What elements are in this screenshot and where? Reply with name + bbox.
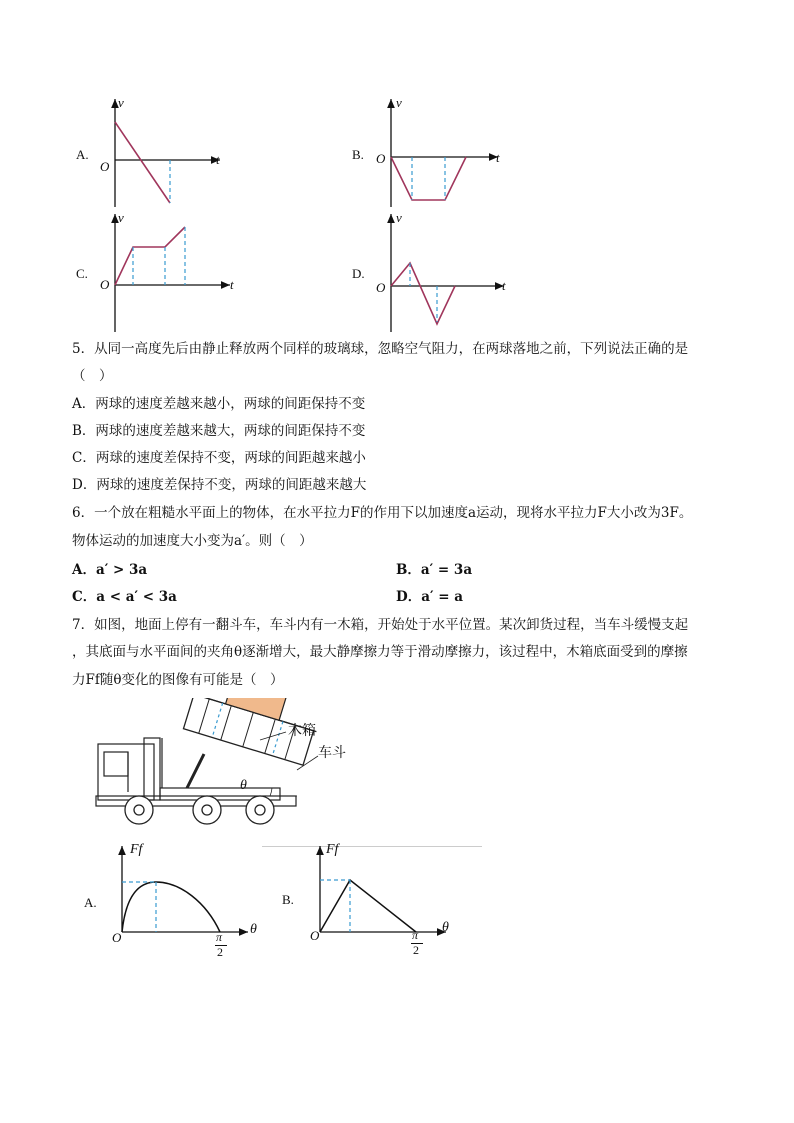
label-wooden-box: 木箱: [288, 723, 316, 739]
q5-stem: 5．从同一高度先后由静止释放两个同样的玻璃球，忽略空气阻力，在两球落地之前，下列说法正确的是: [72, 341, 689, 357]
q4-graph-b: [348, 95, 518, 215]
label-theta: θ: [240, 778, 247, 793]
q6-option-b: B．a′ = 3a: [396, 562, 473, 578]
origin-label: O: [112, 930, 122, 945]
vt-graph-d: [348, 210, 518, 335]
axis-t-label: t: [230, 277, 234, 292]
axis-v-label: v: [396, 95, 402, 110]
vt-graph-a: [70, 95, 240, 215]
axis-t-label: t: [502, 278, 506, 293]
origin-label: O: [100, 159, 110, 174]
axis-theta-label: θ: [442, 920, 449, 935]
origin-label: O: [100, 277, 110, 292]
q4-graph-c: [70, 210, 245, 335]
pi-denominator: 2: [217, 945, 223, 959]
option-label-b: B.: [282, 892, 294, 907]
option-label-a: A.: [84, 895, 97, 910]
vt-graph-b: [348, 95, 518, 215]
dump-truck-illustration: [92, 698, 342, 836]
ff-theta-graph-a: [80, 842, 265, 962]
axis-t-label: t: [216, 152, 220, 167]
option-label-a: A.: [76, 147, 89, 162]
q6-option-a: A．a′ > 3a: [72, 562, 148, 578]
q7-graph-b: [278, 842, 463, 962]
q7-stem-line2: ，其底面与水平面间的夹角θ逐渐增大，最大静摩擦力等于滑动摩擦力，该过程中，木箱底面受到的摩擦: [72, 644, 688, 660]
axis-v-label: v: [396, 210, 402, 225]
pi-numerator: π: [216, 930, 223, 944]
q7-graph-a: [80, 842, 265, 962]
q5-option-c: C．两球的速度差保持不变，两球的间距越来越小: [72, 450, 366, 466]
q7-stem-line1: 7．如图，地面上停有一翻斗车，车斗内有一木箱，开始处于水平位置。某次卸货过程，当车斗缓慢支起: [72, 617, 689, 633]
dump-truck-figure: [92, 698, 346, 836]
q5-option-b: B．两球的速度差越来越大，两球的间距保持不变: [72, 423, 366, 439]
pi-denominator: 2: [413, 943, 419, 957]
axis-ff-label: Ff: [326, 842, 339, 857]
q5-option-d: D．两球的速度差保持不变，两球的间距越来越大: [72, 477, 367, 493]
q6-option-c: C．a < a′ < 3a: [72, 589, 177, 605]
q6-stem-line1: 6．一个放在粗糙水平面上的物体，在水平拉力F的作用下以加速度a运动，现将水平拉力F大小改为3F。: [72, 505, 693, 521]
origin-label: O: [376, 280, 386, 295]
q6-stem-line2: 物体运动的加速度大小变为a′。则（ ）: [72, 533, 313, 549]
origin-label: O: [310, 928, 320, 943]
origin-label: O: [376, 151, 386, 166]
q7-stem-line3: 力Ff随θ变化的图像有可能是（ ）: [72, 672, 284, 688]
ff-theta-graph-b: [278, 842, 463, 962]
axis-v-label: v: [118, 95, 124, 110]
q4-graph-a: [70, 95, 240, 215]
pi-numerator: π: [412, 928, 419, 942]
axis-v-label: v: [118, 210, 124, 225]
option-label-b: B.: [352, 147, 364, 162]
q5-option-a: A．两球的速度差越来越小，两球的间距保持不变: [72, 396, 366, 412]
axis-t-label: t: [496, 150, 500, 165]
vt-graph-c: [70, 210, 245, 335]
option-label-d: D.: [352, 266, 365, 281]
option-label-c: C.: [76, 266, 88, 281]
q6-option-d: D．a′ = a: [396, 589, 463, 605]
axis-ff-label: Ff: [130, 842, 143, 857]
q5-paren: （ ）: [72, 368, 113, 384]
label-bucket: 车斗: [318, 745, 346, 761]
axis-theta-label: θ: [250, 922, 257, 937]
q4-graph-d: [348, 210, 518, 335]
